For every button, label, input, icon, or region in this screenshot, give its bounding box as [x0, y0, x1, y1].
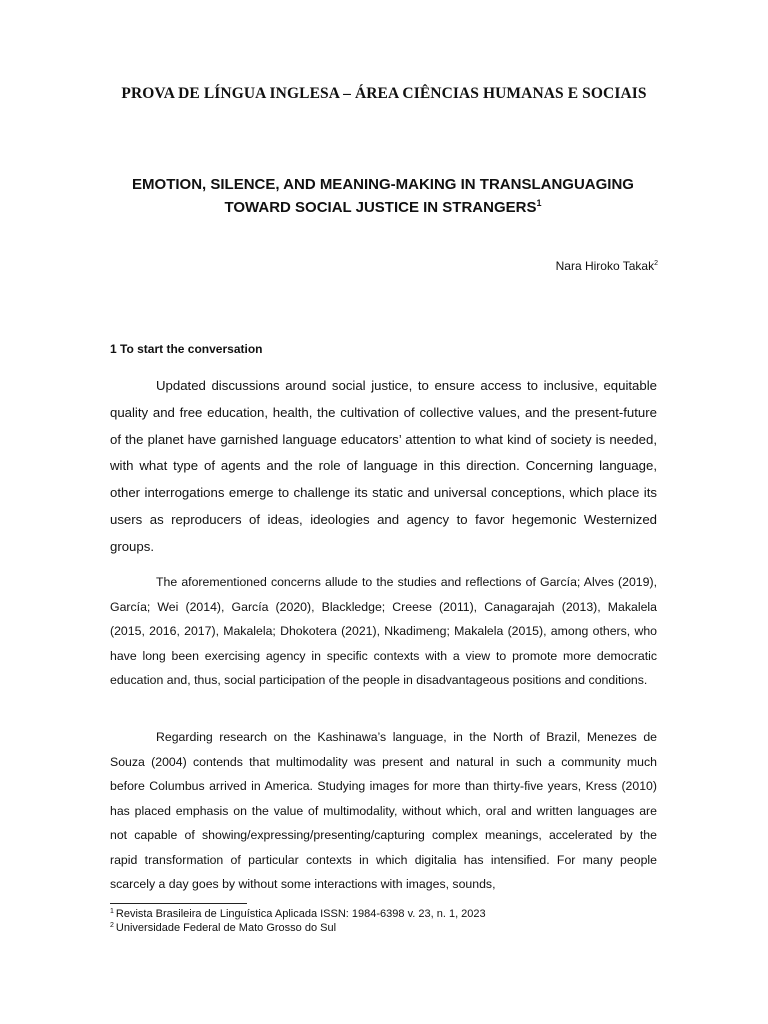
body-paragraph: The aforementioned concerns allude to the studies and reflections of García; Alves (2019), García; Wei (2014), García (2020), Blackledge; Creese (2011), Canagarajah (2013), Makalela (2015, 2016, 2017), Makalela; Dhokotera (2021), Nkadimeng; Makalela (2015), among others, who have long been exercising agency in specific contexts with a view to promote more democratic education and, thus, social participation of the people in disadvantageous positions and conditions.: [110, 575, 657, 687]
footnote: [110, 908, 486, 920]
article-title: [100, 173, 666, 219]
section-heading: 1 To start the conversation: [110, 342, 263, 356]
body-paragraph: Regarding research on the Kashinawa’s language, in the North of Brazil, Menezes de Souza (2004) contends that multimodality was present and natural in such a community much before Columbus arrived in America. Studying images for more than thirty-five years, Kress (2010) has placed emphasis on the value of multimodality, without which, oral and written languages are not capable of showing/expressing/presenting/capturing complex meanings, accelerated by the rapid transformation of particular contexts in which digitalia has intensified. For many people scarcely a day goes by without some interactions with images, sounds,: [110, 730, 657, 891]
author-footnote-mark: 2: [654, 260, 658, 267]
footnote-mark: 1: [110, 908, 114, 915]
footnote-text: Universidade Federal de Mato Grosso do Sul: [115, 922, 337, 934]
footnote-text: Revista Brasileira de Linguística Aplicada ISSN: 1984-6398 v. 23, n. 1, 2023: [115, 908, 486, 920]
body-paragraph: Updated discussions around social justice, to ensure access to inclusive, equitable quality and free education, health, the cultivation of collective values, and the present-future of the planet have garnished language educators’ attention to what kind of society is needed, with what type of agents and the role of language in this direction. Concerning language, other interrogations emerge to challenge its static and universal conceptions, which place its users as reproducers of ideas, ideologies and agency to favor hegemonic Westernized groups.: [110, 378, 657, 554]
author-name-text: Nara Hiroko Takak: [555, 259, 655, 273]
footnote: [110, 922, 336, 934]
article-title-line-2: TOWARD SOCIAL JUSTICE IN STRANGERS: [224, 199, 537, 216]
title-footnote-mark: 1: [536, 198, 542, 208]
article-title-line-1: EMOTION, SILENCE, AND MEANING-MAKING IN TRANSLANGUAGING: [132, 176, 634, 193]
author-name: [556, 259, 658, 273]
footnote-mark: 2: [110, 922, 114, 929]
footnote-separator: [110, 903, 247, 904]
exam-title: PROVA DE LÍNGUA INGLESA – ÁREA CIÊNCIAS HUMANAS E SOCIAIS: [121, 85, 647, 102]
